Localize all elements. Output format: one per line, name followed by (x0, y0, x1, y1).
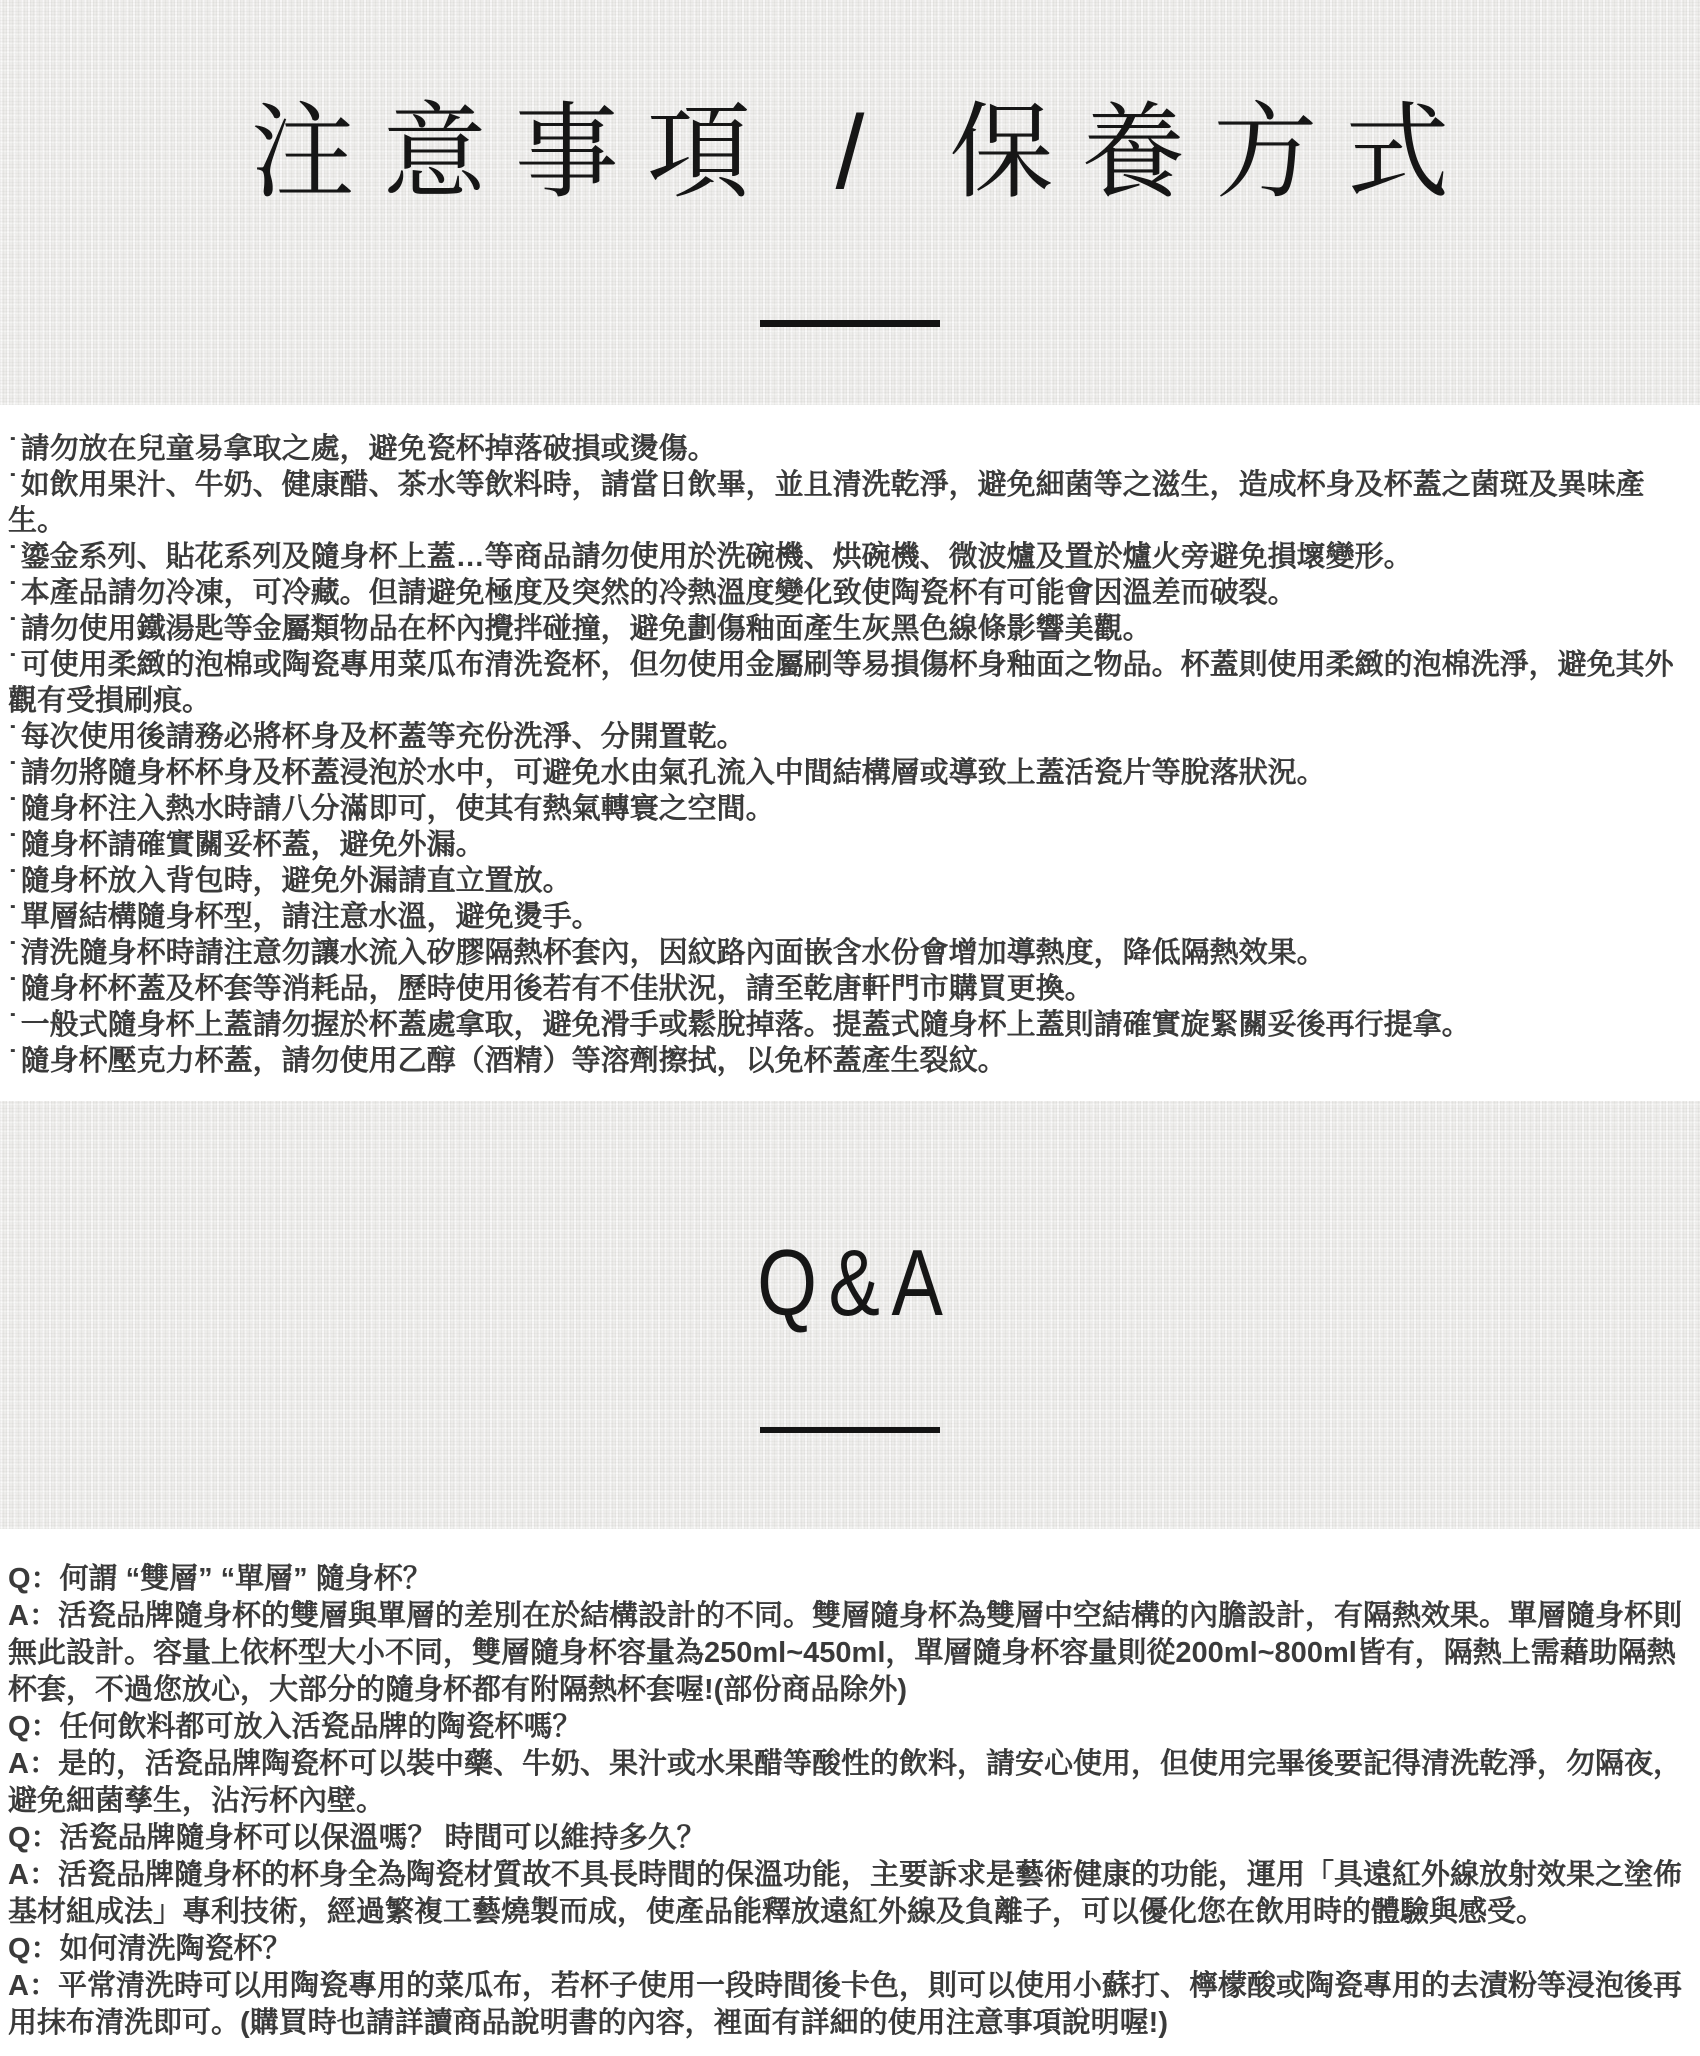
qa-question: Q：任何飲料都可放入活瓷品牌的陶瓷杯嗎？ (8, 1711, 582, 1743)
note-text: 單層結構隨身杯型，請注意水溫，避免燙手。 (20, 901, 601, 933)
note-text: 隨身杯放入背包時，避免外漏請直立置放。 (20, 865, 572, 897)
note-item (8, 611, 1690, 647)
note-item (8, 863, 1690, 899)
bullet-dot: ˙ (8, 469, 18, 501)
note-item (8, 899, 1690, 935)
note-item (8, 791, 1690, 827)
note-item (8, 935, 1690, 971)
note-item (8, 431, 1690, 467)
qa-question: Q：何謂 “雙層” “單層” 隨身杯？ (8, 1563, 432, 1595)
bullet-dot: ˙ (8, 649, 18, 681)
note-item (8, 827, 1690, 863)
bullet-dot: ˙ (8, 757, 18, 789)
bullet-dot: ˙ (8, 793, 18, 825)
bullet-dot: ˙ (8, 433, 18, 465)
bullet-dot: ˙ (8, 721, 18, 753)
qa-title: Q&A (757, 1230, 955, 1335)
bullet-dot: ˙ (8, 937, 18, 969)
note-item (8, 719, 1690, 755)
bullet-dot: ˙ (8, 613, 18, 645)
bullet-dot: ˙ (8, 829, 18, 861)
bullet-dot: ˙ (8, 865, 18, 897)
note-text: 一般式隨身杯上蓋請勿握於杯蓋處拿取，避免滑手或鬆脫掉落。提蓋式隨身杯上蓋則請確實旋緊關妥後再行提拿。 (20, 1009, 1471, 1041)
qa-banner (0, 1101, 1700, 1529)
care-notes-list (0, 405, 1700, 1079)
qa-answer: A：平常清洗時可以用陶瓷專用的菜瓜布，若杯子使用一段時間後卡色，則可以使用小蘇打、檸檬酸或陶瓷專用的去漬粉等浸泡後再用抹布清洗即可。(購買時也請詳讀商品說明書的內容，裡面有詳細的使用注意事項說明喔!) (8, 1970, 1682, 2039)
note-text: 每次使用後請務必將杯身及杯蓋等充份洗淨、分開置乾。 (20, 721, 746, 753)
note-text: 請勿使用鐵湯匙等金屬類物品在杯內攪拌碰撞，避免劃傷釉面產生灰黑色線條影響美觀。 (20, 613, 1152, 645)
note-item (8, 1007, 1690, 1043)
note-text: 請勿將隨身杯杯身及杯蓋浸泡於水中，可避免水由氣孔流入中間結構層或導致上蓋活瓷片等脫落狀況。 (20, 757, 1326, 789)
care-banner (0, 0, 1700, 405)
note-text: 本產品請勿冷凍，可冷藏。但請避免極度及突然的冷熱溫度變化致使陶瓷杯有可能會因溫差而破裂。 (20, 577, 1297, 609)
note-item (8, 971, 1690, 1007)
note-text: 隨身杯壓克力杯蓋，請勿使用乙醇（酒精）等溶劑擦拭，以免杯蓋產生裂紋。 (20, 1045, 1007, 1077)
qa-question: Q：如何清洗陶瓷杯？ (8, 1933, 292, 1965)
care-title: 注意事項 / 保養方式 (250, 95, 1478, 211)
bullet-dot: ˙ (8, 901, 18, 933)
bullet-dot: ˙ (8, 577, 18, 609)
note-item (8, 575, 1690, 611)
qa-title-divider (760, 1427, 940, 1433)
qa-question: Q：活瓷品牌隨身杯可以保溫嗎？ 時間可以維持多久？ (8, 1822, 706, 1854)
bullet-dot: ˙ (8, 973, 18, 1005)
note-text: 隨身杯請確實關妥杯蓋，避免外漏。 (20, 829, 485, 861)
bullet-dot: ˙ (8, 541, 18, 573)
bullet-dot: ˙ (8, 1009, 18, 1041)
qa-answer: A：是的，活瓷品牌陶瓷杯可以裝中藥、牛奶、果汁或水果醋等酸性的飲料，請安心使用，但使用完畢後要記得清洗乾淨，勿隔夜，避免細菌孳生，沾污杯內壁。 (8, 1748, 1682, 1817)
note-text: 隨身杯注入熱水時請八分滿即可，使其有熱氣轉寰之空間。 (20, 793, 775, 825)
note-text: 隨身杯杯蓋及杯套等消耗品，歷時使用後若有不佳狀況，請至乾唐軒門市購買更換。 (20, 973, 1094, 1005)
note-item (8, 467, 1690, 539)
note-text: 請勿放在兒童易拿取之處，避免瓷杯掉落破損或燙傷。 (20, 433, 717, 465)
note-item (8, 755, 1690, 791)
note-item (8, 539, 1690, 575)
bullet-dot: ˙ (8, 1045, 18, 1077)
note-text: 鎏金系列、貼花系列及隨身杯上蓋…等商品請勿使用於洗碗機、烘碗機、微波爐及置於爐火旁避免損壞變形。 (20, 541, 1413, 573)
qa-answer: A：活瓷品牌隨身杯的雙層與單層的差別在於結構設計的不同。雙層隨身杯為雙層中空結構的內膽設計，有隔熱效果。單層隨身杯則無此設計。容量上依杯型大小不同，雙層隨身杯容量為250ml~450ml，單層隨身杯容量則從200ml~800ml皆有，隔熱上需藉助隔熱杯套，不過您放心，大部分的隨身杯都有附隔熱杯套喔!(部份商品除外) (8, 1600, 1682, 1706)
care-title-divider (760, 320, 940, 327)
qa-answer: A：活瓷品牌隨身杯的杯身全為陶瓷材質故不具長時間的保溫功能，主要訴求是藝術健康的功能，運用「具遠紅外線放射效果之塗佈基材組成法」專利技術，經過繁複工藝燒製而成，使產品能釋放遠紅外線及負離子，可以優化您在飲用時的體驗與感受。 (8, 1859, 1682, 1928)
note-item (8, 1043, 1690, 1079)
note-item (8, 647, 1690, 719)
note-text: 如飲用果汁、牛奶、健康醋、茶水等飲料時，請當日飲畢，並且清洗乾淨，避免細菌等之滋生，造成杯身及杯蓋之菌斑及異味產生。 (8, 469, 1645, 537)
qa-list (0, 1529, 1700, 2056)
note-text: 清洗隨身杯時請注意勿讓水流入矽膠隔熱杯套內，因紋路內面嵌含水份會增加導熱度，降低隔熱效果。 (20, 937, 1326, 969)
note-text: 可使用柔緻的泡棉或陶瓷專用菜瓜布清洗瓷杯，但勿使用金屬刷等易損傷杯身釉面之物品。杯蓋則使用柔緻的泡棉洗淨，避免其外觀有受損刷痕。 (8, 649, 1674, 717)
